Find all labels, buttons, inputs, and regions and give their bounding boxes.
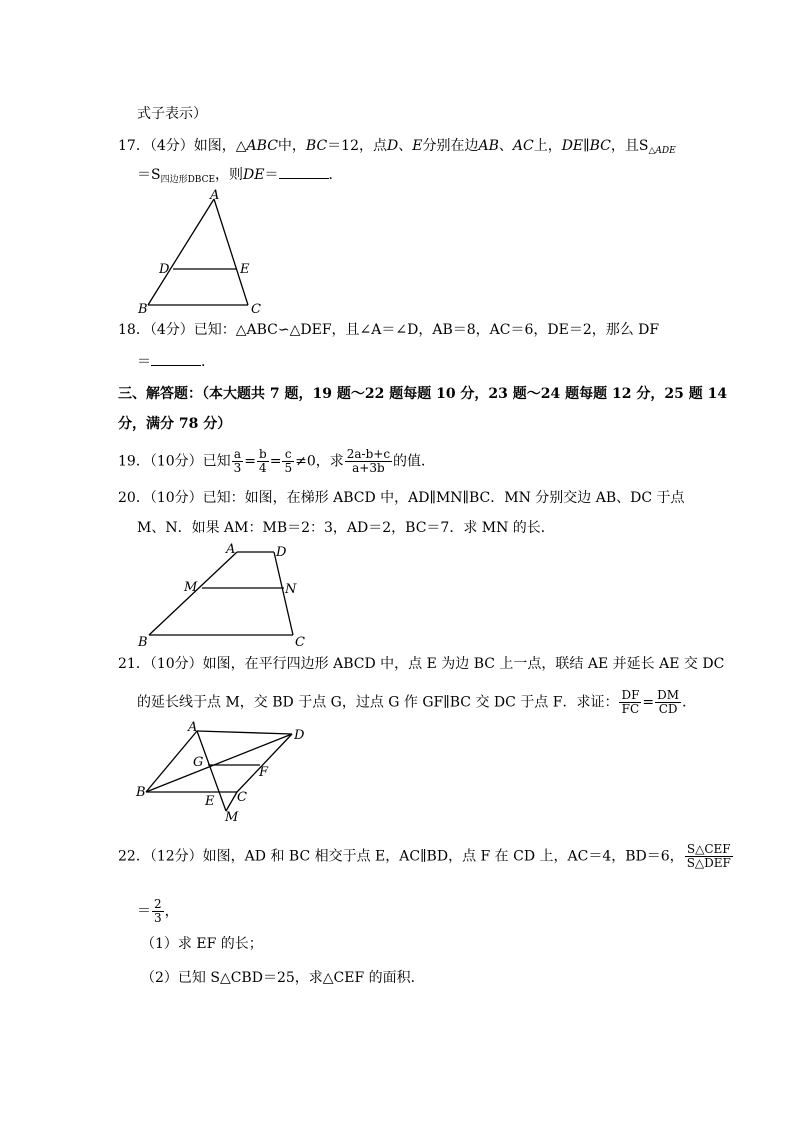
q17-sep1: 、	[398, 138, 413, 154]
q19-neq: ≠0，求	[295, 453, 344, 470]
q19-frac-c: $\frac{c}{5}$	[284, 447, 293, 475]
section3-heading-line1: 三、解答题：（本大题共 7 题，19 题～22 题每题 10 分，23 题～24 题每题 12 分，25 题 14	[118, 386, 728, 402]
q21-score: （10分）	[149, 656, 203, 672]
q20-figure	[130, 538, 310, 653]
q18-text: 已知：△ABC∽△DEF，且∠A＝∠D，AB＝8，AC＝6，DE＝2，那么 DF	[193, 322, 660, 338]
q17-sub2: 四边形DBCE	[160, 175, 216, 185]
q19-frac-b: $\frac{b}{4}$	[259, 447, 267, 475]
q21-eq: =	[642, 694, 655, 711]
q17-text-h: ＝	[264, 167, 279, 183]
q20-line1	[118, 488, 685, 508]
q17-bc: BC	[305, 138, 328, 154]
q21-frac-dm-cd: $\frac{DM}{CD}$	[657, 688, 680, 716]
q17-ac: AC	[512, 138, 534, 154]
q22-frac-area-ratio: $\frac{\text{S△CEF}}{\text{S△DEF}}$	[686, 842, 731, 870]
q21-label-g: G	[193, 755, 204, 770]
q22-line2	[137, 898, 179, 925]
q22-line2-eq: ＝	[137, 903, 151, 920]
q21-label-f: F	[259, 765, 269, 780]
q17-bc2: BC	[589, 138, 611, 154]
q21-label-a: A	[188, 720, 198, 735]
q18-score: （4分）	[149, 322, 194, 338]
q19-frac-expr: $\frac{2a-b+c}{a+3b}$	[346, 447, 391, 475]
q17-ab: AB	[478, 138, 499, 154]
q17-text-a: 如图，△	[193, 138, 247, 154]
q17-label-e: E	[240, 262, 250, 277]
q19-eq2: =	[269, 453, 282, 470]
q22-part1: （1）求 EF 的长；	[141, 936, 263, 952]
q21-text1: 如图，在平行四边形 ABCD 中，点 E 为边 BC 上一点，联结 AE 并延长 AE 交 DC	[202, 656, 725, 672]
q22-line1	[118, 843, 734, 870]
q19-line	[118, 448, 435, 475]
q19-text-a: 已知	[202, 453, 231, 470]
section3-heading-line2: 分，满分 78 分）	[118, 416, 232, 432]
q22-number: 22．	[118, 848, 150, 865]
q21-figure	[130, 716, 315, 826]
q21-label-c: C	[237, 790, 247, 805]
q21-label-e: E	[205, 794, 215, 809]
q21-frac-df-fc: $\frac{DF}{FC}$	[621, 688, 640, 716]
q20-label-n: N	[285, 582, 297, 597]
q17-sub1: △ADE	[648, 146, 676, 156]
q18-line2-eq: ＝	[137, 354, 151, 370]
q20-text1: 已知：如图，在梯形 ABCD 中，AD∥MN∥BC．MN 分别交边 AB、DC 于点	[202, 490, 685, 506]
q20-number: 20．	[118, 490, 150, 506]
q17-s: S	[638, 138, 649, 154]
q21-number: 21．	[118, 656, 150, 672]
q19-text-b: 的值．	[393, 453, 436, 470]
q17-answer-blank	[279, 166, 329, 179]
q17-label-b: B	[138, 302, 148, 317]
q21-line2	[137, 689, 696, 716]
q20-label-a: A	[226, 542, 236, 557]
q17-de2: DE	[243, 167, 265, 183]
q22-score: （12分）	[149, 848, 203, 865]
q17-end: ．	[328, 167, 343, 183]
q19-eq1: =	[244, 453, 257, 470]
continuation-text: 式子表示）	[137, 106, 207, 122]
q17-par: ∥	[583, 138, 590, 154]
q17-number: 17．	[118, 138, 150, 154]
q20-label-m: M	[184, 580, 198, 595]
q17-score: （4分）	[149, 138, 194, 154]
q17-sep2: 、	[498, 138, 513, 154]
q20-line2: M、N．如果 AM：MB＝2：3，AD＝2，BC＝7．求 MN 的长．	[137, 520, 555, 536]
q17-de: DE	[561, 138, 584, 154]
q21-line1	[118, 654, 724, 674]
q18-number: 18．	[118, 322, 150, 338]
q20-label-d: D	[276, 545, 287, 560]
q20-score: （10分）	[149, 490, 203, 506]
q22-frac-two-thirds: $\frac{2}{3}$	[154, 897, 162, 925]
q17-text-b: 中，	[277, 138, 306, 154]
q17-label-d: D	[159, 262, 170, 277]
q21-label-m: M	[225, 810, 239, 825]
q17-text-d: 分别在边	[422, 138, 479, 154]
q17-label-a: A	[210, 188, 220, 203]
q19-score: （10分）	[149, 453, 203, 470]
q17-e: E	[412, 138, 423, 154]
q22-line2-end: ，	[164, 903, 179, 920]
q18-line1	[118, 320, 659, 340]
q17-text-f: ，且	[610, 138, 639, 154]
q18-end: ．	[201, 354, 215, 370]
q19-number: 19．	[118, 453, 150, 470]
q17-label-c: C	[251, 302, 261, 317]
q17-line1	[118, 136, 676, 161]
q17-abc: ABC	[246, 138, 278, 154]
q21-end: ．	[682, 694, 697, 711]
q18-line2	[137, 352, 215, 372]
q20-label-b: B	[138, 635, 148, 650]
q20-label-c: C	[295, 635, 305, 650]
q17-figure	[130, 185, 270, 320]
q19-frac-a: $\frac{a}{3}$	[233, 447, 242, 475]
q17-line2-eq: ＝S	[137, 167, 161, 183]
q17-text-c: ＝12，点	[327, 138, 387, 154]
q22-part2: （2）已知 S△CBD＝25，求△CEF 的面积．	[141, 970, 425, 986]
q21-label-b: B	[136, 785, 146, 800]
q22-text1: 如图，AD 和 BC 相交于点 E，AC∥BD，点 F 在 CD 上，AC＝4，BD＝6，	[202, 848, 684, 865]
q17-text-e: 上，	[533, 138, 562, 154]
q21-label-d: D	[294, 728, 305, 743]
q17-d: D	[387, 138, 399, 154]
q17-text-g: ，则	[215, 167, 244, 183]
q18-answer-blank	[151, 353, 201, 366]
q21-text2: 的延长线于点 M，交 BD 于点 G，过点 G 作 GF∥BC 交 DC 于点 F．求证：	[137, 694, 619, 711]
